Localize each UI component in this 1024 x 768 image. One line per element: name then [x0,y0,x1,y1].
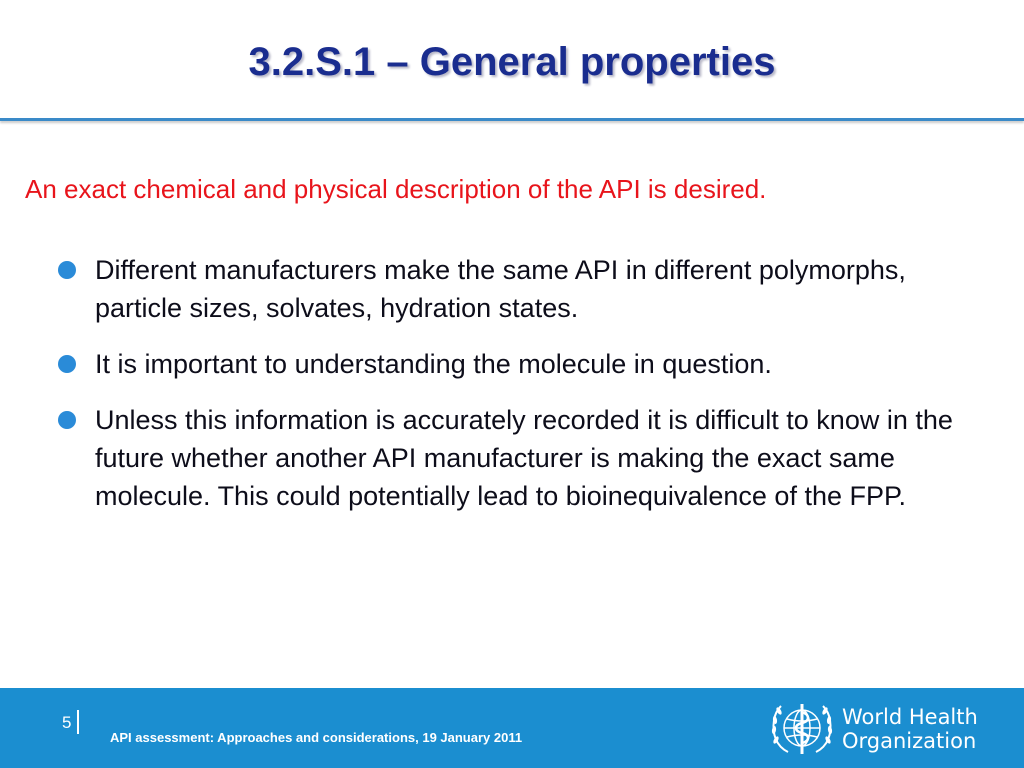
who-wordmark-line2: Organization [842,729,977,753]
who-wordmark-line1: World Health [842,705,978,729]
who-logo [768,700,1008,760]
who-wordmark [842,705,978,753]
bullet-item [55,345,985,383]
bullet-dot-icon [58,355,76,373]
bullet-dot-icon [58,411,76,429]
title-divider [0,118,1024,121]
who-emblem-icon [768,700,836,760]
bullet-item [55,401,985,515]
footer-caption: API assessment: Approaches and considerations, 19 January 2011 [110,730,523,745]
bullet-list [55,251,985,515]
bullet-text: Different manufacturers make the same API in different polymorphs, particle sizes, solvates, hydration states. [95,255,906,323]
bullet-item [55,251,985,327]
page-number-separator [77,710,79,734]
page-number: 5 [62,713,72,732]
bullet-text: Unless this information is accurately recorded it is difficult to know in the future whether another API manufacturer is making the exact same molecule. This could potentially lead to bioinequivalence of the FPP. [95,405,953,511]
bullet-dot-icon [58,261,76,279]
bullet-text: It is important to understanding the molecule in question. [95,349,772,379]
lead-statement: An exact chemical and physical description of the API is desired. [25,174,767,204]
slide-title: 3.2.S.1 – General properties [248,40,776,84]
footer-band [0,688,1024,768]
